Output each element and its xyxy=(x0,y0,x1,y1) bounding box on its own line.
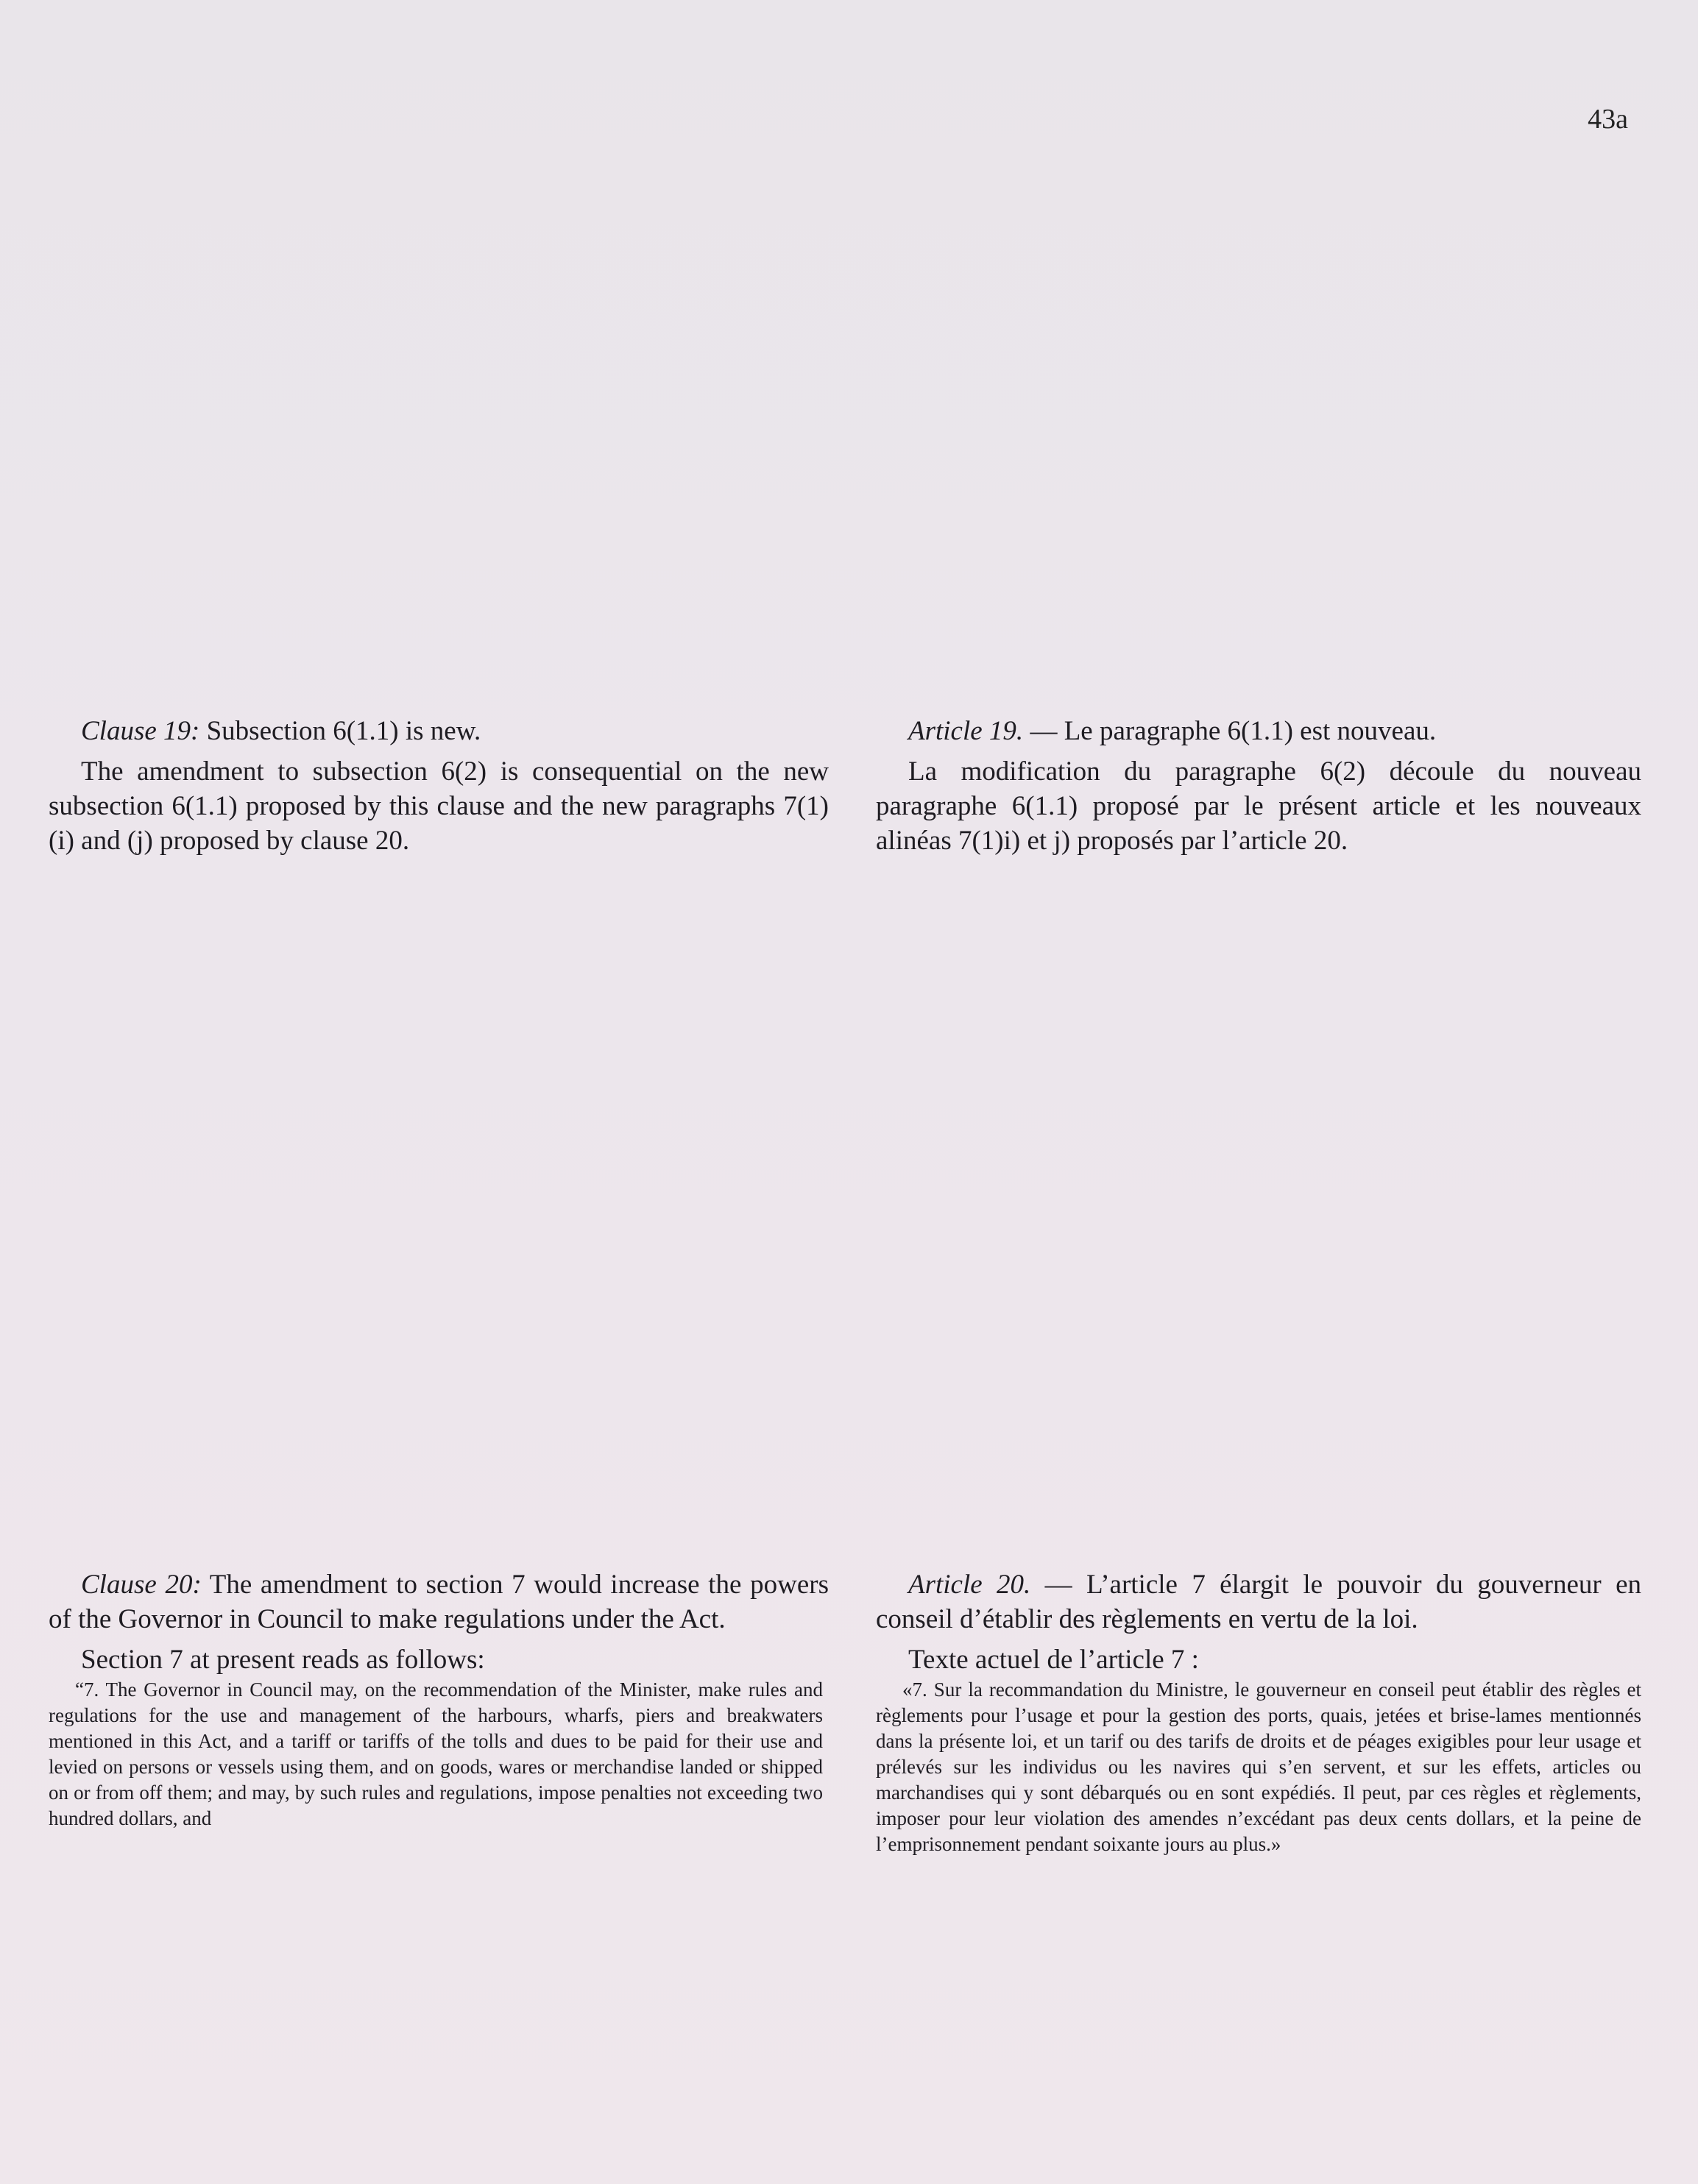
clause-19-en xyxy=(49,714,829,858)
clause-20-fr-quote: «7. Sur la recommandation du Ministre, le gouverneur en conseil peut établir des règles et règlements pour l’usage et pour la gestion des ports, quais, jetées et brise-lames mentionnés dans la présente loi, et un tarif ou des tarifs de droits et de péages exigibles pour leur usage et prélevés sur les individus ou les navires qui s’en servent, et sur les effets, articles ou marchandises qui y sont débarqués ou en sont expédiés. Il peut, par ces règles et règlements, imposer pour leur violation des amendes n’excédant pas deux cents dollars, et la peine de l’emprisonnement pendant soixante jours au plus.» xyxy=(876,1678,1641,1855)
clause-19-fr-label: Article 19. xyxy=(908,716,1024,746)
clause-20-en-quote: “7. The Governor in Council may, on the recommendation of the Minister, make rules and regulations for the use and management of the harbours, wharfs, piers and breakwaters mentioned in this Act, and a tariff or tariffs of the tolls and dues to be paid for their use and levied on persons or vessels using them, and on goods, wares or merchandise landed or shipped on or from off them; and may, by such rules and regulations, impose penalties not exceeding two hundred dollars, and xyxy=(49,1678,823,1829)
clause-20-fr-label: Article 20. xyxy=(908,1570,1031,1600)
clause-19-en-heading-text: Subsection 6(1.1) is new. xyxy=(199,716,481,746)
clause-19-en-heading xyxy=(49,714,829,748)
clause-20-en-label: Clause 20: xyxy=(81,1570,202,1600)
clause-19-fr-body: La modification du paragraphe 6(2) découle du nouveau paragraphe 6(1.1) proposé par le présent article et les nouveaux alinéas 7(1)i) et j) proposés par l’article 20. xyxy=(876,756,1641,856)
clause-20-en-heading xyxy=(49,1567,829,1637)
clause-20-en-heading-text: The amendment to section 7 would increase the powers of the Governor in Council to make regulations under the Act. xyxy=(49,1570,829,1634)
clause-19-fr-heading xyxy=(876,714,1641,748)
clause-20-en xyxy=(49,1567,829,1832)
clause-19-fr xyxy=(876,714,1641,858)
clause-20-en-intro: Section 7 at present reads as follows: xyxy=(81,1645,485,1675)
clause-20-fr-intro: Texte actuel de l’article 7 : xyxy=(908,1645,1199,1675)
clause-20-fr xyxy=(876,1567,1641,1857)
clause-20-fr-heading xyxy=(876,1567,1641,1637)
clause-19-en-label: Clause 19: xyxy=(81,716,200,746)
clause-19-fr-heading-text: — Le paragraphe 6(1.1) est nouveau. xyxy=(1023,716,1437,746)
clause-20-fr-heading-text: — L’article 7 élargit le pouvoir du gouverneur en conseil d’établir des règlements en vertu de la loi. xyxy=(876,1570,1641,1634)
clause-19-en-body: The amendment to subsection 6(2) is consequential on the new subsection 6(1.1) proposed by this clause and the new paragraphs 7(1)(i) and (j) proposed by clause 20. xyxy=(49,756,829,856)
page-number: 43a xyxy=(1588,104,1628,135)
